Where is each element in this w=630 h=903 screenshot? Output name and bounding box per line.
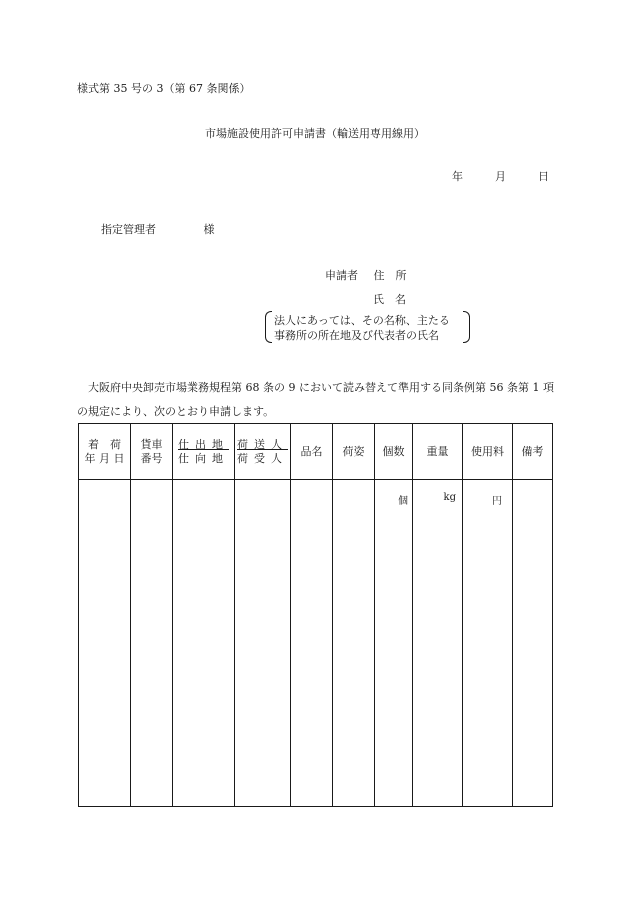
cell-sender-receiver[interactable]	[235, 480, 291, 807]
applicant-address-row	[325, 267, 407, 283]
form-number: 様式第 35 号の 3（第 67 条関係）	[77, 82, 251, 95]
header-arrival-line2: 年 月 日	[84, 451, 125, 465]
address-label: 住 所	[373, 269, 407, 282]
header-origin-destination	[173, 424, 235, 480]
left-bracket	[265, 311, 272, 343]
applicant-name-row	[373, 291, 406, 307]
corporate-note-line2: 事務所の所在地及び代表者の氏名	[274, 329, 439, 342]
cell-fee[interactable]	[463, 480, 513, 807]
applicant-label: 申請者	[325, 269, 358, 282]
application-table	[78, 423, 553, 807]
right-bracket	[463, 311, 470, 343]
cell-remarks[interactable]	[513, 480, 553, 807]
table-body-row	[79, 480, 553, 807]
corporate-note	[265, 311, 470, 343]
header-wagon-line1: 貨車	[140, 437, 163, 451]
cell-origin-destination[interactable]	[173, 480, 235, 807]
cell-count[interactable]	[375, 480, 413, 807]
name-label: 氏 名	[373, 293, 406, 306]
header-arrival-line1: 着 荷	[88, 437, 121, 451]
date-month: 月	[495, 170, 506, 183]
header-weight: 重量	[413, 424, 463, 480]
header-remarks: 備考	[513, 424, 553, 480]
date-year: 年	[452, 170, 463, 183]
cell-weight[interactable]	[413, 480, 463, 807]
header-item-name: 品名	[291, 424, 333, 480]
unit-weight: kg	[443, 492, 456, 503]
unit-fee: 円	[492, 496, 502, 507]
header-sender-line2: 荷受人	[237, 451, 288, 465]
header-sender-line1: 荷送人	[237, 437, 288, 451]
header-count: 個数	[375, 424, 413, 480]
addressee-honorific: 様	[203, 223, 215, 236]
header-packing: 荷姿	[333, 424, 375, 480]
cell-item-name[interactable]	[291, 480, 333, 807]
date-day: 日	[538, 170, 549, 183]
addressee-name: 指定管理者	[101, 223, 156, 236]
header-origin-line2: 仕向地	[178, 451, 229, 465]
header-fee: 使用料	[463, 424, 513, 480]
addressee	[101, 221, 215, 237]
table-header-row	[79, 424, 553, 480]
cell-wagon-number[interactable]	[131, 480, 173, 807]
header-arrival-date	[79, 424, 131, 480]
header-wagon-number	[131, 424, 173, 480]
date-line	[452, 168, 549, 184]
body-text: 大阪府中央卸売市場業務規程第 68 条の 9 において読み替えて準用する同条例第 56 条第 1 項の規定により、次のとおり申請します。	[77, 381, 554, 418]
corporate-note-line1: 法人にあっては、その名称、主たる	[274, 314, 450, 327]
cell-arrival-date[interactable]	[79, 480, 131, 807]
header-origin-line1: 仕出地	[178, 437, 229, 451]
cell-packing[interactable]	[333, 480, 375, 807]
unit-count: 個	[398, 496, 408, 507]
document-title: 市場施設使用許可申請書（輸送用専用線用）	[205, 127, 425, 140]
header-sender-receiver	[235, 424, 291, 480]
header-wagon-line2: 番号	[140, 451, 163, 465]
